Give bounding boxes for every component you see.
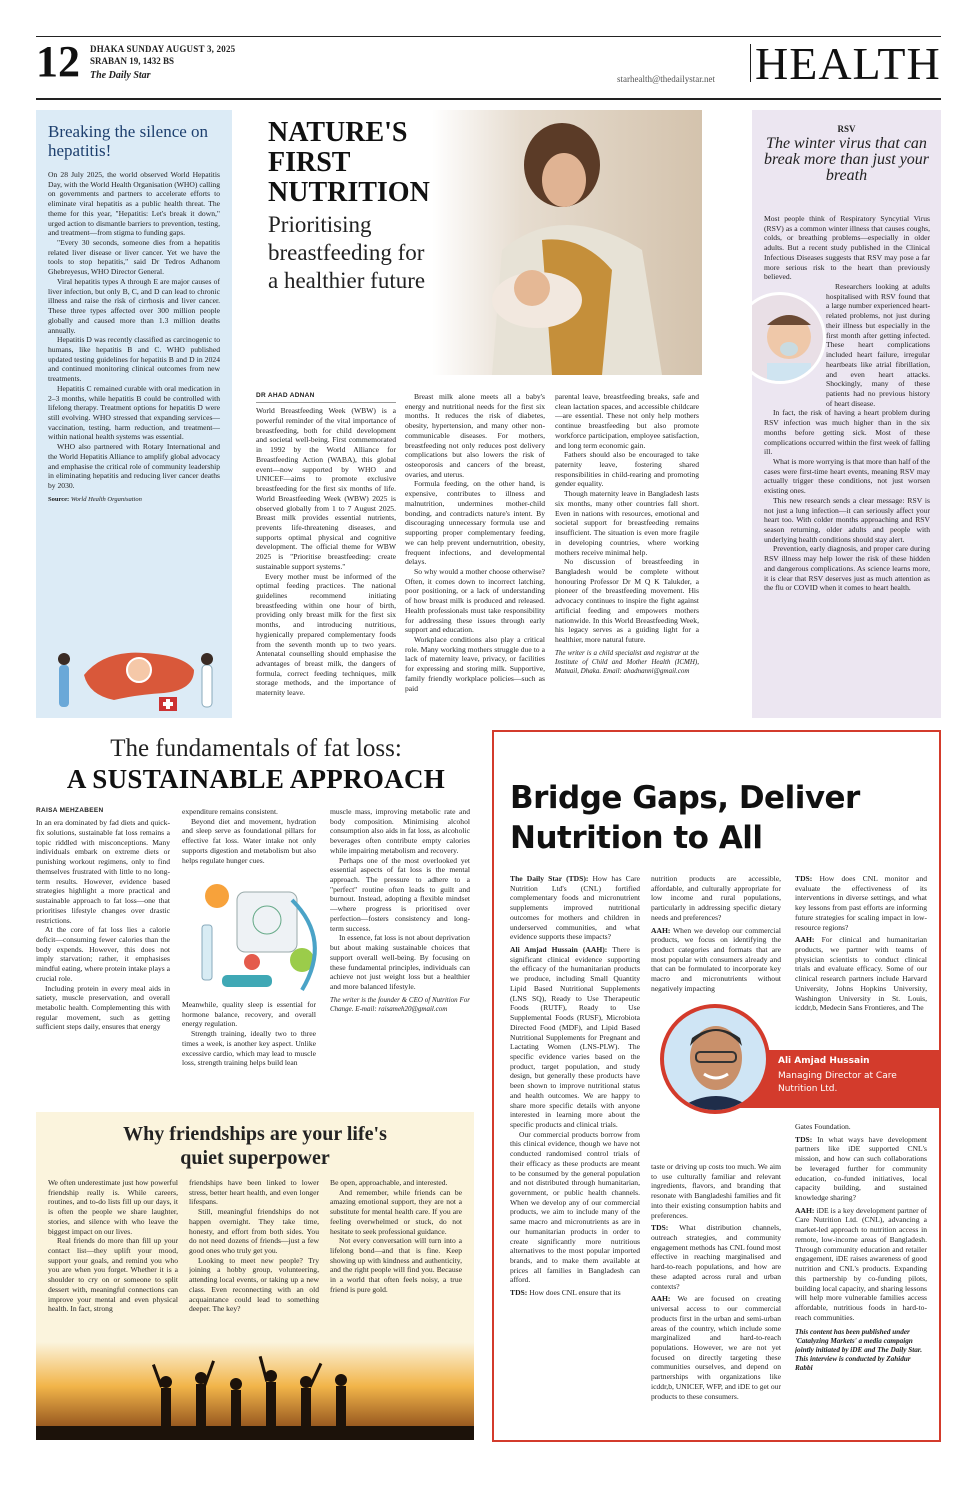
qa-text: When we develop our commercial products, we focus on identifying the product categories and formats that are most popular with consumers already and that can be formulated to incorporate key macro and micronutrients without negatively impacting (651, 925, 781, 993)
bf-para: Though maternity leave in Bangladesh lasts six months, many other countries fall short. Even in nations with resources, emotional and societal support for breastfeeding remains insufficient. The situation is even more fragile in developing countries, where working mothers receive minimal help. (555, 489, 699, 557)
bf-para: parental leave, breastfeeding breaks, safe and clean lactation spaces, and accessible childcare—are essential. These not only help mothers continue breastfeeding but also promote workforce participation, employee satisfaction, and long term economic gain. (555, 392, 699, 450)
hepatitis-para: "Every 30 seconds, someone dies from a hepatitis related liver disease or liver cancer. Yet we have the tools to stop hepatitis," said Dr Tedros Adhanom Ghebreyesus, WHO Director General. (48, 238, 220, 277)
rsv-body (764, 214, 930, 714)
fatloss-title-2: A SUSTAINABLE APPROACH (66, 764, 446, 794)
bf-col-2 (405, 392, 545, 720)
mother-baby-illustration (452, 110, 702, 375)
bf-para: No discussion of breastfeeding in Bangladesh would be complete without honouring Professor Dr M Q K Talukder, a pioneer of the breastfeeding movement. His advocacy continues to inspire the fight against artificial feeding and empowers mothers nationwide. In this World Breastfeeding Week, his legacy serves as a guiding light for a healthier, more natural future. (555, 557, 699, 644)
hepatitis-para: WHO also partnered with Rotary International and the World Hepatitis Alliance to amplify global advocacy and emphasise the critical role of community leadership in eliminating hepatitis and reducing liver cancer deaths by 2030. (48, 442, 220, 490)
hepatitis-box (36, 110, 232, 718)
cnl-col-3a (795, 874, 927, 1100)
rsv-para: What is more worrying is that more than half of the cases were first-time heart events, meaning RSV may actually trigger these conditions, not just worsen existing ones. (764, 456, 930, 496)
cnl-col-2a (651, 874, 781, 1004)
rsv-para: This new research sends a clear message: RSV is not just a lung infection—it can seriously affect your heart too. With colder months approaching and RSV season returning, older adults and people with underlying health conditions should stay alert. (764, 495, 930, 544)
qa-speaker: Ali Amjad Hussain (AAH): (510, 945, 608, 955)
rsv-para: Researchers looking at adults hospitalised with RSV found that a large number experienced heart-related problems, not just during their illness but especially in the first month after getting infected. These heart complications included heart failure, irregular heartbeats like atrial fibrillation, and even heart attacks. Shockingly, many of these patients had no previous history of heart disease. (826, 282, 930, 408)
rsv-para: In fact, the risk of having a heart problem during RSV infection was much higher than in the six months before getting sick. Most of these complications occurred within the first week of falling ill. (764, 408, 930, 457)
source-text: World Health Organisation (70, 495, 142, 503)
paper-name: The Daily Star (90, 70, 151, 81)
qa-text: nutrition products are accessible, affordable, and culturally appropriate for low income and rural populations, particularly in addressing specific dietary needs and preferences? (651, 874, 781, 922)
liver-illustration (44, 645, 224, 715)
bf-subtitle-3: a healthier future (268, 268, 426, 293)
page-number: 12 (36, 37, 80, 86)
bf-title-1: NATURE'S (268, 117, 408, 148)
bf-subtitle-2: breastfeeding for (268, 240, 425, 265)
bf-byline: DR AHAD ADNAN (256, 392, 396, 403)
bf-subtitle-1: Prioritising (268, 212, 372, 237)
bf-para: Formula feeding, on the other hand, is expensive, contributes to illness and malnutrition, undermines mother-child bonding, and contradicts nature's intent. By discouraging unnecessary formula use and supporting proper complementary feeding, we can help prevent undernutrition, obesity, frequent infections, and developmental delays. (405, 479, 545, 567)
qa-speaker: AAH: (651, 1294, 671, 1304)
fatloss-para: Strength training, ideally two to three times a week, is another key aspect. Unlike excessive cardio, which may lead to muscle loss, strength training helps build lean (182, 1029, 316, 1068)
fitness-illustration (182, 880, 342, 998)
bf-para: Every mother must be informed of the optimal feeding practices. The national guidelines recommend initiating breastfeeding within one hour of birth, providing only breast milk for the first six months, and introducing nutritious, hygienically prepared complementary foods from the seventh month up to two years. Antenatal counselling should emphasise the advantages of breast milk, the dangers of formula, correct feeding techniques, milk storage methods, and the importance of maternity leave. (256, 571, 396, 698)
hepatitis-title: Breaking the silence on hepatitis! (48, 122, 209, 160)
fatloss-para: Perhaps one of the most overlooked yet essential aspects of fat loss is the mental approach. The pressure to adhere to a "perfect" routine often leads to guilt and burnout. Instead, adopting a flexible mindset—where progress is prioritised over perfection—fosters consistency and long-term success. (330, 855, 470, 933)
fatloss-col-2a (182, 807, 316, 877)
bangla-date: SRABAN 19, 1432 BS (90, 56, 175, 66)
qa-speaker: TDS: (795, 1134, 813, 1144)
qa-text: What distribution channels, outreach strategies, and community engagement methods has CNL found most effective in reaching marginalised and hard-to-reach populations, and how are these adapted across rural and urban contexts? (651, 1223, 781, 1291)
qa-speaker: AAH: (795, 935, 815, 945)
friendship-col-2 (189, 1178, 319, 1354)
qa-text: Gates Foundation. (795, 1122, 851, 1131)
fatloss-byline: RAISA MEHZABEEN (36, 807, 104, 814)
friendship-title-2: quiet superpower (180, 1147, 330, 1169)
friendship-col-3 (330, 1178, 462, 1354)
hepatitis-body (48, 170, 220, 640)
hepatitis-para: Hepatitis D was recently classified as carcinogenic to humans, like hepatitis B and C. WHO published updated testing guidelines for hepatitis B and D in 2024 and continued monitoring clinical outcomes from new treatments. (48, 335, 220, 384)
rsv-para: Prevention, early diagnosis, and proper care during RSV illness may help lower the risk of these hidden and dangerous complications. As science learns more, it is clear that RSV deserves just as much attention as the flu or COVID when it comes to heart health. (764, 544, 930, 593)
friendship-para: Not every conversation will turn into a lifelong bond—and that is fine. Keep showing up with kindness and authenticity, and the right people will find you. Because in a world that often feels noisy, a true friend is pure gold. (330, 1236, 462, 1294)
fatloss-title-1: The fundamentals of fat loss: (110, 735, 402, 762)
cnl-disclaimer: This content has been published under 'Catalyzing Markets' a media campaign jointly initiated by iDE and The Daily Star. This interview is conducted by Zahidur Rabbi (795, 1328, 922, 1373)
cnl-col-2b (651, 1162, 781, 1440)
qa-speaker: AAH: (651, 925, 671, 935)
qa-speaker: AAH: (795, 1205, 815, 1215)
friendship-para: We often underestimate just how powerful friendship really is. While careers, routines, and to-do lists fill up our days, it is often the people we share laughter, stories, and silence with who leave the biggest impact on our lives. (48, 1178, 178, 1236)
source-label: Source: (48, 495, 70, 503)
qa-speaker: TDS: (795, 874, 813, 883)
person-title: Managing Director at Care Nutrition Ltd. (778, 1071, 897, 1094)
fatloss-col-1 (36, 807, 170, 1102)
cnl-title-1: Bridge Gaps, Deliver (510, 780, 860, 816)
qa-text: Our commercial products borrow from this clinical evidence, though we have not conducted randomised control trials of their efficacy as these products are meant to be consumed by the general population and not distributed through humanitarian, government, or public health channels. When we develop any of our commercial products, we aim to include many of the same macro and micronutrients as are in our humanitarian products in order to create significantly more nutritious alternatives to the most popular imported brands, and to make them available at prices all families in Bangladesh can afford. (510, 1129, 640, 1285)
rsv-kicker: RSV (837, 124, 856, 134)
bf-author-note: The writer is a child specialist and registrar at the Institute of Child and Mother Health (ICMH), Matuail, Dhaka. Email: ahadnanni@gmail.com (555, 648, 699, 675)
friendship-para: Be open, approachable, and interested. (330, 1178, 448, 1187)
friendship-title-1: Why friendships are your life's (123, 1123, 387, 1145)
cnl-title-2: Nutrition to All (510, 820, 763, 856)
bf-para: Breast milk alone meets all a baby's energy and nutritional needs for the first six months. It reduces the risk of diabetes, obesity, hypertension, and many other non-communicable diseases. For mothers, breastfeeding not only reduces post delivery complications but also lowers the risk of osteoporosis and cancers of the breast, ovaries, and uterus. (405, 392, 545, 479)
friendship-para: Still, meaningful friendships do not happen overnight. They take time, honesty, and effort from both sides. You do not need dozens of friends—just a few good ones who truly get you. (189, 1207, 319, 1256)
cnl-col-3b (795, 1122, 927, 1440)
fatloss-para: expenditure remains consistent. (182, 807, 278, 816)
date-line: DHAKA SUNDAY AUGUST 3, 2025 (90, 44, 236, 54)
qa-text: There is significant clinical evidence supporting the efficacy of the humanitarian products we produce, including Small Quantity Lipid Based Nutritional Supplements (LNS SQ), Ready to Use Therapeutic Foods (RUTF), Ready to Use Supplemental Foods (RUSF), Microbiota Directed Food (MDF), and Lipid Based Nutritional Supplements for Pregnant and Lactating Women (LNS-PLW). The specific evidence varies based on the product, target population, and study design, but generally these products have been shown to improve nutritional status and health outcomes. We are happy to share more specific details with anyone interested in learning more about the specific products and clinical trials. (510, 945, 640, 1129)
bf-col-1 (256, 392, 396, 720)
fatloss-para: Beyond diet and movement, hydration and sleep serve as foundational pillars for effective fat loss. Water intake not only supports digestion and metabolism but also helps regulate hunger cues. (182, 816, 316, 865)
qa-text: iDE is a key development partner of Care Nutrition Ltd. (CNL), advancing a market-led approach to nutrition access in remote, low-income areas of Bangladesh. Through community education and retailer engagement, iDE raises awareness of good nutrition and CNL's products. Expanding this partnership by co-funding pilots, building local capacity, and sharing lessons will help more vulnerable families access affordable, nutritious foods in hard-to-reach communities. (795, 1205, 927, 1322)
bf-title-3: NUTRITION (268, 177, 430, 208)
bf-para: Workplace conditions also play a critical role. Many working mothers struggle due to a lack of maternity leave, privacy, or facilities for expressing and storing milk. Supportive, family friendly workplace policies—such as paid (405, 634, 545, 693)
fatloss-para: Meanwhile, quality sleep is essential for hormone balance, recovery, and overall energy regulation. (182, 1000, 316, 1029)
friendship-para: friendships have been linked to lower stress, better heart health, and even longer lifespans. (189, 1178, 319, 1207)
qa-speaker: TDS: (651, 1223, 669, 1233)
qa-speaker: TDS: (510, 1288, 528, 1298)
fatloss-author-note: The writer is the founder & CEO of Nutrition For Change. E-mail: raisameh20@gmail.com (330, 995, 470, 1013)
friendship-col-1 (48, 1178, 178, 1354)
bf-para: So why would a mother choose otherwise? Often, it comes down to incorrect latching, poor positioning, or a lack of understanding of how breast milk is produced and released. Health professionals must take responsibility for addressing these issues through early support and education. (405, 566, 545, 635)
masthead (0, 0, 977, 100)
person-photo (660, 1004, 770, 1114)
section-title: HEALTH (755, 38, 941, 89)
fatloss-col-3 (330, 807, 470, 1102)
cnl-col-1 (510, 874, 640, 1439)
qa-text: taste or driving up costs too much. We aim to use culturally familiar and relevant ingredients, flavors, and branding that resonate with Bangladeshi families and fit into their existing consumption habits and preferences. (651, 1162, 781, 1220)
friendship-box (36, 1112, 474, 1440)
fatloss-article (36, 735, 476, 1105)
rsv-title: The winter virus that can break more than just your breath (764, 135, 930, 184)
qa-text: In what ways have development partners like iDE supported CNL's mission, and how can such collaborations be leveraged further for community education, co-funded initiatives, local capacity building, and sustained knowledge sharing? (795, 1134, 927, 1203)
hepatitis-para: On 28 July 2025, the world observed World Hepatitis Day, with the World Health Organisation (WHO) calling on governments and partners to accelerate efforts to eliminate viral hepatitis as a public health threat. The theme for this year, "Hepatitis: Let's break it down," urged action to dismantle barriers to prevention, testing, and treatment—from stigma to funding gaps. (48, 170, 220, 238)
qa-text: How does CNL monitor and evaluate the effectiveness of its interventions in diverse settings, and what key lessons from past efforts are informing future strategies for scaling impact in low-resource regions? (795, 874, 927, 932)
fatloss-para: Including protein in every meal aids in satiety, muscle preservation, and overall metabolic health. Complementing this with regular movement, such as getting sufficient steps daily, ensures that energy (36, 983, 170, 1032)
fatloss-para: In an era dominated by fad diets and quick-fix solutions, sustainable fat loss remains a topic riddled with misconceptions. Many individuals embark on extreme diets or punishing workout regimens, only to find themselves frustrated with little to no long-term results. However, evidence based strategies highlight a more practical and sustainable approach to fat loss—one that prioritises lifestyle changes over drastic restrictions. (36, 818, 170, 925)
breastfeeding-photo (252, 110, 702, 375)
qa-speaker: The Daily Star (TDS): (510, 874, 589, 883)
friends-silhouette-illustration (36, 1342, 474, 1440)
rsv-para: Most people think of Respiratory Syncytial Virus (RSV) as a common winter illness that causes coughs, colds, or breathing problems—especially in older adults. But a recent study published in the Clinical Infectious Diseases suggests that RSV may pose a far more serious risk to the heart than previously believed. (764, 214, 930, 282)
fatloss-para: In essence, fat loss is not about deprivation but about making sustainable choices that support overall well-being. By focusing on these fundamental principles, individuals can achieve not just weight loss but a healthier and more balanced lifestyle. (330, 933, 470, 991)
bf-title-2: FIRST (268, 147, 351, 178)
qa-text: We are focused on creating universal access to our commercial products first in the urban and semi-urban areas of the country, which include some marginalized and hard-to-reach populations. However, we are not yet focused on directly targeting these communities ourselves, and depend on partnerships with organizations like icddr,b, UNICEF, WFP, and iDE to get our products to these consumers. (651, 1294, 781, 1401)
bf-col-3 (555, 392, 699, 720)
person-name: Ali Amjad Hussain (778, 1056, 870, 1066)
friendship-para: Real friends do more than fill up your contact list—they uplift your mood, support your goals, and remind you who you are when you forget. Whether it is a shoulder to cry on or someone to split dessert with, meaningful connections can improve your mental and even physical health. In fact, strong (48, 1236, 178, 1314)
bf-para: Fathers should also be encouraged to take paternity leave, fostering shared responsibilities in child-rearing and promoting gender equality. (555, 450, 699, 489)
qa-text: How does CNL ensure that its (529, 1288, 621, 1298)
hepatitis-para: Hepatitis C remained curable with oral medication in 2–3 months, while hepatitis B could be controlled with lifelong therapy. Treatment options for hepatitis D were still evolving. WHO stressed that expanding services—vaccination, testing, harm reduction, and treatment—within national health systems was essential. (48, 383, 220, 442)
breastfeeding-article (252, 110, 702, 720)
section-email[interactable]: starhealth@thedailystar.net (617, 74, 716, 84)
fatloss-para: muscle mass, improving metabolic rate and body composition. Minimising alcohol consumption also aids in fat loss, as alcoholic beverages often contribute empty calories while impairing metabolism and recovery. (330, 807, 470, 855)
hepatitis-para: Viral hepatitis types A through E are major causes of liver infection, but only B, C, and D can lead to chronic illness and raise the risk of cirrhosis and liver cancer. These three types affected over 300 million people globally and caused more than 1.3 million deaths annually. (48, 276, 220, 335)
fatloss-para: At the core of fat loss lies a calorie deficit—consuming fewer calories than the body expends. However, this does not imply starvation; rather, it emphasises mindful eating, where protein intake plays a crucial role. (36, 925, 170, 983)
qa-text: How has Care Nutrition Ltd's (CNL) fortified complementary foods and micronutrient supplements improved nutritional outcomes for mothers and children in underserved communities, and what evidence supports these impacts? (510, 874, 640, 942)
cnl-box (492, 730, 941, 1442)
bf-para: World Breastfeeding Week (WBW) is a powerful reminder of the vital importance of breastfeeding, both for child development and societal well-being. First commemorated in 1992 by the World Alliance for Breastfeeding Action (WABA), this global event—now supported by WHO and UNICEF—aims to promote exclusive breastfeeding for the first six months of life. World Breastfeeding Week (WBW) 2025 is observed globally from 1 to 7 August 2025. Breast milk provides essential nutrients, prevents life-threatening diseases, and supports optimal physical and cognitive development. The official theme for WBW 2025 is "Prioritise breastfeeding: create sustainable support systems." (256, 406, 396, 571)
rsv-box (752, 110, 941, 718)
fatloss-col-2b (182, 1000, 316, 1102)
qa-text: For clinical and humanitarian products, we partner with teams of physician scientists to conduct clinical trials and evaluate efficacy. Some of our clinical research partners include Harvard University, Johns Hopkins University, Washington University in St. Louis, icddr,b, Medecin Sans Frontieres, and The (795, 935, 927, 1013)
friendship-para: Looking to meet new people? Try joining a hobby group, volunteering, attending local events, or taking up a new class. Even reconnecting with an old acquaintance could lead to something deeper. The key? (189, 1255, 319, 1314)
friendship-para: And remember, while friends can be amazing emotional support, they are not a substitute for mental health care. If you are feeling overwhelmed or stuck, do not hesitate to seek professional guidance. (330, 1187, 462, 1236)
